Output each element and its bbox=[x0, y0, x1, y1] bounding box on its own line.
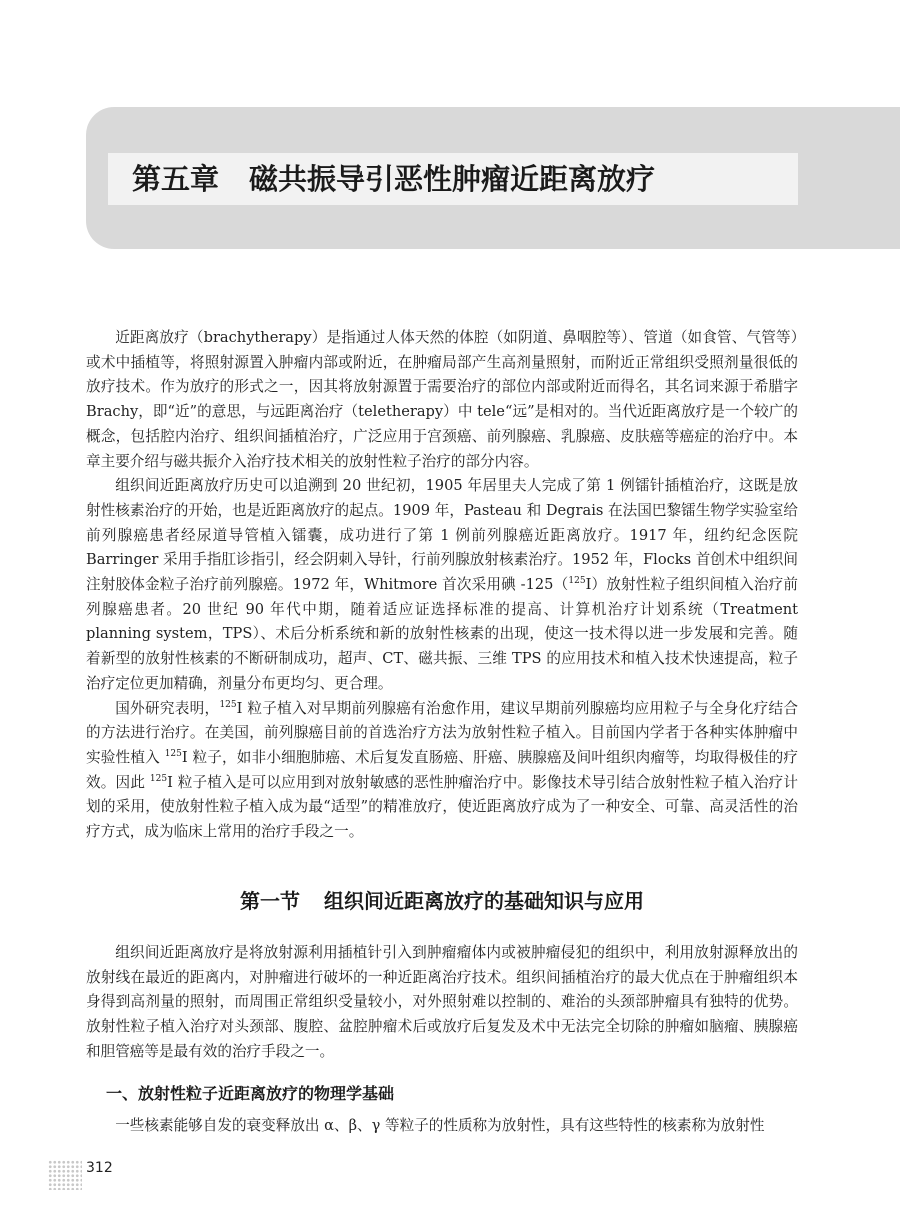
subsection-text-block bbox=[86, 1114, 798, 1139]
text-run: I）放射性粒子组织间植入治疗前列腺癌患者。20 世纪 90 年代中期，随着适应证选择标准的提高、计算机治疗计划系统（Treatment planning system，TPS）、术后分析系统和新的放射性核素的出现，使这一技术得以进一步发展和完善。随着新型的放射性核素的不断研制成功，超声、CT、磁共振、三维 TPS 的应用技术和植入技术快速提高，粒子治疗定位更加精确，剂量分布更均匀、更合理。 bbox=[86, 576, 798, 692]
isotope-superscript: 125 bbox=[149, 773, 168, 784]
text-run: 一些核素能够自发的衰变释放出 α、β、γ 等粒子的性质称为放射性，具有这些特性的核素称为放射性 bbox=[115, 1117, 765, 1134]
section-number: 第一节 bbox=[240, 889, 300, 913]
intro-paragraph-1 bbox=[86, 326, 798, 474]
text-run: I 粒子植入是可以应用到对放射敏感的恶性肿瘤治疗中。影像技术导引结合放射性粒子植入治疗计划的采用，使放射性粒子植入成为最“适型”的精准放疗，使近距离放疗成为了一种安全、可靠、高灵活性的治疗方式，成为临床上常用的治疗手段之一。 bbox=[86, 773, 798, 841]
chapter-name: 磁共振导引恶性肿瘤近距离放疗 bbox=[249, 162, 656, 196]
text-run: 近距离放疗（brachytherapy）是指通过人体天然的体腔（如阴道、鼻咽腔等）、管道（如食管、气管等）或术中插植等，将照射源置入肿瘤内部或附近，在肿瘤局部产生高剂量照射，而附近正常组织受照剂量很低的放疗技术。作为放疗的形式之一，因其将放射源置于需要治疗的部位内部或附近而得名，其名词来源于希腊字 Brachy，即“近”的意思，与远距离治疗（teletherapy）中 tele“远”是相对的。当代近距离放疗是一个较广的概念，包括腔内治疗、组织间插植治疗，广泛应用于宫颈癌、前列腺癌、乳腺癌、皮肤癌等癌症的治疗中。本章主要介绍与磁共振介入治疗技术相关的放射性粒子治疗的部分内容。 bbox=[86, 329, 798, 470]
section-title bbox=[86, 886, 798, 916]
isotope-superscript: 125 bbox=[164, 749, 182, 760]
intro-paragraph-2 bbox=[86, 474, 798, 696]
text-run: 组织间近距离放疗历史可以追溯到 20 世纪初，1905 年居里夫人完成了第 1 例镭针插植治疗，这既是放射性核素治疗的开始，也是近距离放疗的起点。1909 年，Pasteau 和 Degrais 在法国巴黎镭生物学实验室给前列腺癌患者经尿道导管植入镭囊，成功进行了第 1 例前列腺癌近距离放疗。1917 年，纽约纪念医院 Barringer 采用手指肛诊指引，经会阴刺入导针，行前列腺放射核素治疗。1952 年，Flocks 首创术中组织间注射胶体金粒子治疗前列腺癌。1972 年，Whitmore 首次采用碘 -125（ bbox=[86, 477, 798, 594]
section-text-block bbox=[86, 941, 798, 1065]
text-run: 国外研究表明， bbox=[115, 699, 220, 717]
intro-text-block bbox=[86, 326, 798, 845]
chapter-number: 第五章 bbox=[132, 162, 220, 196]
isotope-superscript: 125 bbox=[568, 576, 586, 587]
subsection-title: 一、放射性粒子近距离放疗的物理学基础 bbox=[106, 1084, 395, 1103]
isotope-superscript: 125 bbox=[219, 699, 237, 710]
section-name: 组织间近距离放疗的基础知识与应用 bbox=[324, 889, 644, 913]
intro-paragraph-3 bbox=[86, 697, 798, 845]
text-run: I 粒子，如非小细胞肺癌、术后复发直肠癌、肝癌、胰腺癌及间叶组织肉瘤等，均取得极佳的疗效。因此 bbox=[86, 748, 798, 791]
text-run: I 粒子植入对早期前列腺癌有治愈作用，建议早期前列腺癌均应用粒子与全身化疗结合的方法进行治疗。在美国，前列腺癌目前的首选治疗方法为放射性粒子植入。目前国内学者于各种实体肿瘤中实验性植入 bbox=[86, 699, 798, 766]
section-paragraph-1 bbox=[86, 941, 798, 1065]
chapter-title-box bbox=[108, 153, 798, 205]
subsection-paragraph-1 bbox=[86, 1114, 798, 1139]
footer-dot-pattern bbox=[48, 1160, 82, 1190]
chapter-title bbox=[132, 161, 655, 197]
page-number: 312 bbox=[86, 1160, 113, 1176]
text-run: 组织间近距离放疗是将放射源利用插植针引入到肿瘤瘤体内或被肿瘤侵犯的组织中，利用放射源释放出的放射线在最近的距离内，对肿瘤进行破坏的一种近距离治疗技术。组织间插植治疗的最大优点在于肿瘤组织本身得到高剂量的照射，而周围正常组织受量较小，对外照射难以控制的、难治的头颈部肿瘤具有独特的优势。放射性粒子植入治疗对头颈部、腹腔、盆腔肿瘤术后或放疗后复发及术中无法完全切除的肿瘤如脑瘤、胰腺癌和胆管癌等是最有效的治疗手段之一。 bbox=[86, 944, 798, 1060]
